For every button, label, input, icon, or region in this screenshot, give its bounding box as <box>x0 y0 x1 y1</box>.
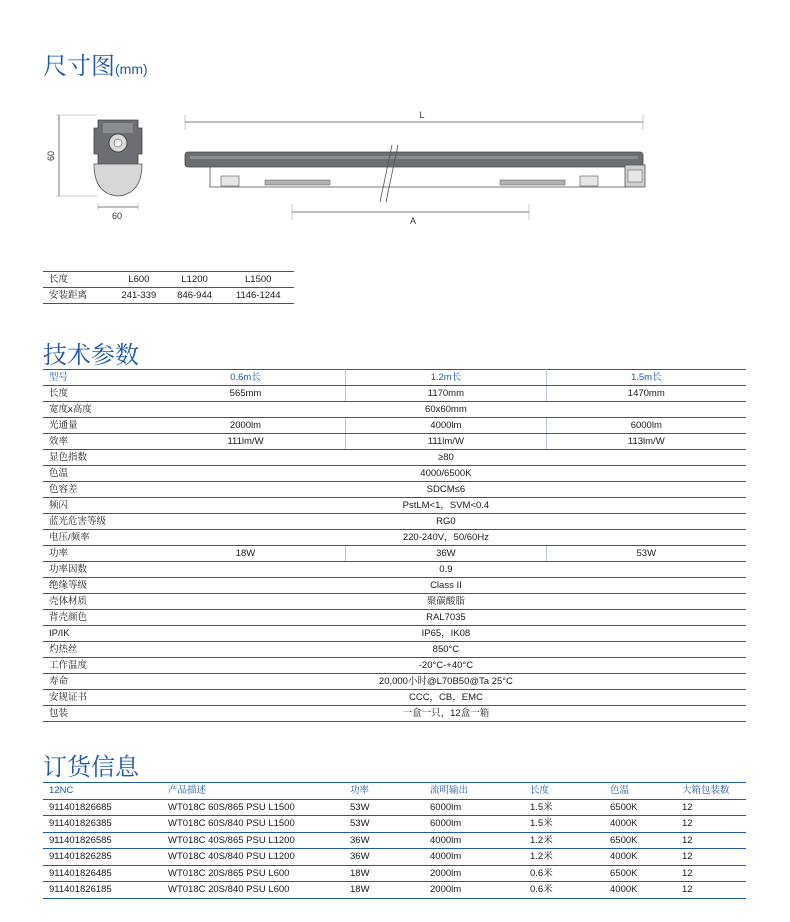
spec-label: 背壳颜色 <box>43 610 146 626</box>
spec-header-label: 型号 <box>43 370 146 386</box>
order-cell: WT018C 20S/840 PSU L600 <box>168 882 350 899</box>
side-view <box>185 110 645 226</box>
order-table <box>43 782 746 899</box>
spec-cell: 113lm/W <box>546 434 746 450</box>
spec-label: 工作温度 <box>43 658 146 674</box>
order-header: 色温 <box>610 783 678 800</box>
order-cell: 1.2米 <box>530 849 610 866</box>
order-cell: 911401826385 <box>43 816 168 833</box>
table-row <box>43 530 746 546</box>
dimensions-unit: (mm) <box>115 61 148 77</box>
order-cell: 12 <box>678 865 746 882</box>
order-cell: 2000lm <box>430 882 530 899</box>
width-dim-label: 60 <box>111 211 123 221</box>
spec-label: 功率因数 <box>43 562 146 578</box>
order-cell: 36W <box>350 849 430 866</box>
spec-cell: 36W <box>346 546 546 562</box>
spec-label: 电压/频率 <box>43 530 146 546</box>
spec-cell: 2000lm <box>146 418 346 434</box>
spec-label: 寿命 <box>43 674 146 690</box>
dimension-drawing <box>40 100 660 235</box>
spec-cell: 111lm/W <box>146 434 346 450</box>
order-cell: 6000lm <box>430 816 530 833</box>
order-header: 功率 <box>350 783 430 800</box>
spec-cell: 20,000小时@L70B50@Ta 25°C <box>146 674 746 690</box>
table-row <box>43 402 746 418</box>
order-cell: 18W <box>350 865 430 882</box>
order-cell: 6000lm <box>430 799 530 816</box>
table-row <box>43 288 294 304</box>
table-row <box>43 578 746 594</box>
order-cell: 4000K <box>610 882 678 899</box>
spec-label: 壳体材质 <box>43 594 146 610</box>
spec-label: IP/IK <box>43 626 146 642</box>
table-row <box>43 610 746 626</box>
spec-title <box>43 335 139 370</box>
order-cell: WT018C 40S/840 PSU L1200 <box>168 849 350 866</box>
table-row <box>43 272 294 288</box>
table-row <box>43 816 746 833</box>
order-cell: WT018C 40S/865 PSU L1200 <box>168 832 350 849</box>
spec-cell: 4000lm <box>346 418 546 434</box>
spec-label: 效率 <box>43 434 146 450</box>
spec-label: 色温 <box>43 466 146 482</box>
order-cell: 911401826685 <box>43 799 168 816</box>
spec-cell: 聚碳酸脂 <box>146 594 746 610</box>
table-row <box>43 466 746 482</box>
order-header: 12NC <box>43 783 168 800</box>
spec-header-col: 1.2m长 <box>346 370 546 386</box>
table-row <box>43 865 746 882</box>
spec-header-col: 1.5m长 <box>546 370 746 386</box>
end-view <box>46 115 142 221</box>
install-cell: 846-944 <box>167 288 223 304</box>
order-cell: 4000K <box>610 816 678 833</box>
spec-cell: IP65，IK08 <box>146 626 746 642</box>
order-cell: 1.2米 <box>530 832 610 849</box>
table-row <box>43 799 746 816</box>
order-cell: 12 <box>678 849 746 866</box>
order-cell: 4000K <box>610 849 678 866</box>
spec-label: 功率 <box>43 546 146 562</box>
order-cell: 6500K <box>610 865 678 882</box>
order-cell: WT018C 60S/865 PSU L1500 <box>168 799 350 816</box>
spec-cell: PstLM<1，SVM<0.4 <box>146 498 746 514</box>
table-row <box>43 514 746 530</box>
order-cell: WT018C 60S/840 PSU L1500 <box>168 816 350 833</box>
order-cell: 53W <box>350 816 430 833</box>
dimensions-title-text: 尺寸图 <box>43 53 115 80</box>
order-cell: 2000lm <box>430 865 530 882</box>
order-cell: 1.5米 <box>530 816 610 833</box>
spec-cell: RG0 <box>146 514 746 530</box>
order-cell: 6500K <box>610 832 678 849</box>
spec-cell: Class II <box>146 578 746 594</box>
order-header: 长度 <box>530 783 610 800</box>
table-row <box>43 882 746 899</box>
spec-label: 光通量 <box>43 418 146 434</box>
order-header-row <box>43 783 746 800</box>
install-dim-label: A <box>409 216 417 226</box>
order-header: 流明输出 <box>430 783 530 800</box>
spec-cell: CCC，CB，EMC <box>146 690 746 706</box>
spec-cell: SDCM≤6 <box>146 482 746 498</box>
install-cell: L600 <box>111 272 167 288</box>
spec-cell: -20°C-+40°C <box>146 658 746 674</box>
table-row <box>43 642 746 658</box>
table-row <box>43 434 746 450</box>
install-row-label: 安装距离 <box>43 288 111 304</box>
table-row <box>43 498 746 514</box>
spec-cell: 一盒一只，12盒一箱 <box>146 706 746 722</box>
spec-label: 长度 <box>43 386 146 402</box>
spec-label: 灼热丝 <box>43 642 146 658</box>
spec-label: 宽度x高度 <box>43 402 146 418</box>
spec-cell: 6000lm <box>546 418 746 434</box>
install-distance-table <box>43 271 294 304</box>
spec-label: 安规证书 <box>43 690 146 706</box>
order-cell: 6500K <box>610 799 678 816</box>
table-row <box>43 562 746 578</box>
order-cell: 18W <box>350 882 430 899</box>
order-cell: 911401826585 <box>43 832 168 849</box>
order-cell: 12 <box>678 882 746 899</box>
spec-cell: 0.9 <box>146 562 746 578</box>
order-cell: 911401826285 <box>43 849 168 866</box>
order-cell: 911401826185 <box>43 882 168 899</box>
table-row <box>43 386 746 402</box>
order-cell: 4000lm <box>430 849 530 866</box>
length-dim-label: L <box>419 110 425 120</box>
spec-label: 包装 <box>43 706 146 722</box>
table-row <box>43 832 746 849</box>
table-row <box>43 658 746 674</box>
order-cell: 4000lm <box>430 832 530 849</box>
spec-cell: 60x60mm <box>146 402 746 418</box>
spec-cell: 18W <box>146 546 346 562</box>
order-cell: 911401826485 <box>43 865 168 882</box>
spec-label: 频闪 <box>43 498 146 514</box>
table-row <box>43 706 746 722</box>
table-row <box>43 594 746 610</box>
table-row <box>43 546 746 562</box>
order-cell: 53W <box>350 799 430 816</box>
spec-label: 绝缘等级 <box>43 578 146 594</box>
spec-label: 蓝光危害等级 <box>43 514 146 530</box>
order-cell: 0.6米 <box>530 865 610 882</box>
order-header: 产品描述 <box>168 783 350 800</box>
spec-cell: 1170mm <box>346 386 546 402</box>
table-row <box>43 674 746 690</box>
install-row-label: 长度 <box>43 272 111 288</box>
order-cell: 12 <box>678 832 746 849</box>
order-cell: 12 <box>678 799 746 816</box>
spec-table <box>43 369 746 722</box>
height-dim-label: 60 <box>46 150 56 162</box>
spec-header-col: 0.6m长 <box>146 370 346 386</box>
install-cell: 1146-1244 <box>222 288 294 304</box>
spec-header-row <box>43 370 746 386</box>
table-row <box>43 849 746 866</box>
install-cell: 241-339 <box>111 288 167 304</box>
order-cell: 36W <box>350 832 430 849</box>
spec-label: 显色指数 <box>43 450 146 466</box>
spec-cell: ≥80 <box>146 450 746 466</box>
order-cell: 12 <box>678 816 746 833</box>
order-cell: WT018C 20S/865 PSU L600 <box>168 865 350 882</box>
order-cell: 0.6米 <box>530 882 610 899</box>
spec-label: 色容差 <box>43 482 146 498</box>
spec-title-text: 技术参数 <box>43 342 139 369</box>
dimensions-title <box>43 46 148 81</box>
install-cell: L1500 <box>222 272 294 288</box>
order-header: 大箱包装数 <box>678 783 746 800</box>
table-row <box>43 690 746 706</box>
spec-cell: 850°C <box>146 642 746 658</box>
spec-cell: RAL7035 <box>146 610 746 626</box>
spec-cell: 565mm <box>146 386 346 402</box>
table-row <box>43 482 746 498</box>
order-title-text: 订货信息 <box>43 754 139 781</box>
table-row <box>43 450 746 466</box>
order-title <box>43 747 139 782</box>
spec-cell: 4000/6500K <box>146 466 746 482</box>
spec-cell: 220-240V，50/60Hz <box>146 530 746 546</box>
table-row <box>43 626 746 642</box>
spec-cell: 1470mm <box>546 386 746 402</box>
install-cell: L1200 <box>167 272 223 288</box>
table-row <box>43 418 746 434</box>
spec-cell: 111lm/W <box>346 434 546 450</box>
spec-cell: 53W <box>546 546 746 562</box>
order-cell: 1.5米 <box>530 799 610 816</box>
